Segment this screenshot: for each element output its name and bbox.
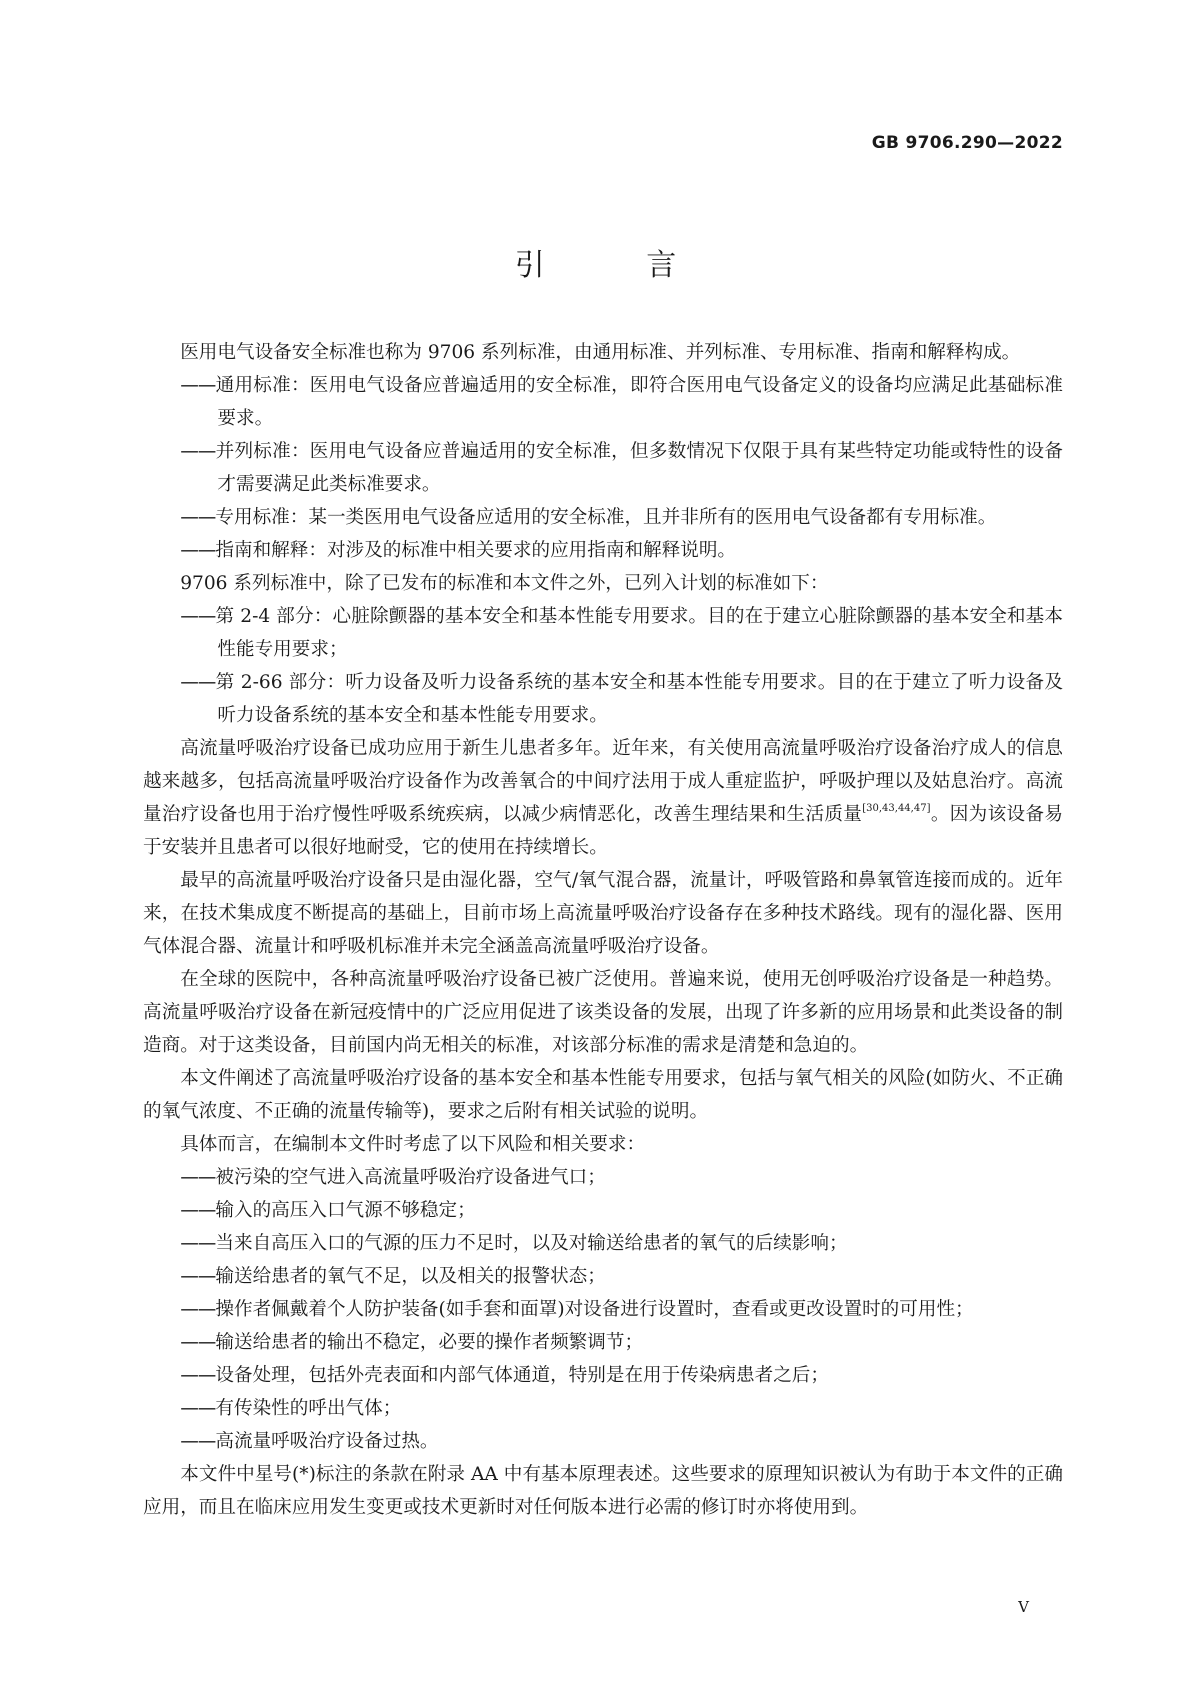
paragraph-text: 高流量呼吸治疗设备已成功应用于新生儿患者多年。近年来，有关使用高流量呼吸治疗设备治疗成人的信息越来越多，包括高流量呼吸治疗设备作为改善氧合的中间疗法用于成人重症监护，呼吸护理以及姑息治疗。高流量治疗设备也用于治疗慢性呼吸系统疾病，以减少病情恶化，改善生理结果和生活质量: [143, 738, 1063, 825]
dash-bullet: ——: [180, 606, 216, 627]
page-title: 引 言: [514, 248, 723, 283]
paragraph: 最早的高流量呼吸治疗设备只是由湿化器，空气/氧气混合器，流量计，呼吸管路和鼻氧管连接而成的。近年来，在技术集成度不断提高的基础上，目前市场上高流量呼吸治疗设备存在多种技术路线。现有的湿化器、医用气体混合器、流量计和呼吸机标准并未完全涵盖高流量呼吸治疗设备。: [143, 870, 1063, 957]
list-item-text: 专用标准：某一类医用电气设备应适用的安全标准，且并非所有的医用电气设备都有专用标准。: [215, 507, 997, 528]
list-item: [180, 501, 1063, 534]
paragraph: 9706 系列标准中，除了已发布的标准和本文件之外，已列入计划的标准如下：: [180, 573, 829, 594]
dash-bullet: ——: [180, 1233, 216, 1254]
list-item: [180, 1392, 1063, 1425]
dash-bullet: ——: [180, 1266, 216, 1287]
list-item: [180, 435, 1063, 501]
list-item-text: 第 2-4 部分：心脏除颤器的基本安全和基本性能专用要求。目的在于建立心脏除颤器的基本安全和基本性能专用要求；: [215, 606, 1063, 660]
list-item: [180, 369, 1063, 435]
list-item: [180, 1227, 1063, 1260]
list-item-text: 有传染性的呼出气体；: [215, 1398, 402, 1419]
paragraph: 医用电气设备安全标准也称为 9706 系列标准，由通用标准、并列标准、专用标准、指南和解释构成。: [180, 342, 1021, 363]
list-item-text: 输送给患者的输出不稳定，必要的操作者频繁调节；: [215, 1332, 644, 1353]
list-item: [180, 1161, 1063, 1194]
list-item-text: 指南和解释：对涉及的标准中相关要求的应用指南和解释说明。: [215, 540, 737, 561]
page-number: V: [1018, 1598, 1029, 1616]
list-item-text: 高流量呼吸治疗设备过热。: [215, 1431, 439, 1452]
list-item-text: 设备处理，包括外壳表面和内部气体通道，特别是在用于传染病患者之后；: [215, 1365, 829, 1386]
paragraph: 本文件阐述了高流量呼吸治疗设备的基本安全和基本性能专用要求，包括与氧气相关的风险(如防火、不正确的氧气浓度、不正确的流量传输等)，要求之后附有相关试验的说明。: [143, 1068, 1063, 1122]
list-item: [180, 1260, 1063, 1293]
dash-bullet: ——: [180, 441, 216, 462]
dash-bullet: ——: [180, 540, 216, 561]
list-item-text: 第 2-66 部分：听力设备及听力设备系统的基本安全和基本性能专用要求。目的在于建立了听力设备及听力设备系统的基本安全和基本性能专用要求。: [215, 672, 1063, 726]
dash-bullet: ——: [180, 672, 216, 693]
list-item: [180, 666, 1063, 732]
paragraph: 本文件中星号(*)标注的条款在附录 AA 中有基本原理表述。这些要求的原理知识被认为有助于本文件的正确应用，而且在临床应用发生变更或技术更新时对任何版本进行必需的修订时亦将使用到。: [143, 1464, 1063, 1518]
list-item-text: 输送给患者的氧气不足，以及相关的报警状态；: [215, 1266, 606, 1287]
dash-bullet: ——: [180, 1431, 216, 1452]
citation-reference: [30,43,44,47]: [862, 803, 931, 814]
dash-bullet: ——: [180, 1332, 216, 1353]
list-item: [180, 1293, 1063, 1326]
list-item-text: 操作者佩戴着个人防护装备(如手套和面罩)对设备进行设置时，查看或更改设置时的可用性；: [215, 1299, 974, 1320]
list-item: [180, 1359, 1063, 1392]
list-item: [180, 600, 1063, 666]
dash-bullet: ——: [180, 507, 216, 528]
paragraph-text: 。因为该设备易于安装并且患者可以很好地耐受，它的使用在持续增长。: [143, 804, 1063, 858]
list-item: [180, 1425, 1063, 1458]
list-item: [180, 534, 1063, 567]
document-body: [143, 336, 1063, 1524]
list-item-text: 通用标准：医用电气设备应普遍适用的安全标准，即符合医用电气设备定义的设备均应满足此基础标准要求。: [215, 375, 1063, 429]
dash-bullet: ——: [180, 1200, 216, 1221]
dash-bullet: ——: [180, 1365, 216, 1386]
list-item-text: 被污染的空气进入高流量呼吸治疗设备进气口；: [215, 1167, 606, 1188]
list-item-text: 输入的高压入口气源不够稳定；: [215, 1200, 476, 1221]
paragraph: 具体而言，在编制本文件时考虑了以下风险和相关要求：: [180, 1134, 646, 1155]
list-item-text: 当来自高压入口的气源的压力不足时，以及对输送给患者的氧气的后续影响；: [215, 1233, 848, 1254]
dash-bullet: ——: [180, 1398, 216, 1419]
paragraph: 在全球的医院中，各种高流量呼吸治疗设备已被广泛使用。普遍来说，使用无创呼吸治疗设备是一种趋势。高流量呼吸治疗设备在新冠疫情中的广泛应用促进了该类设备的发展，出现了许多新的应用场景和此类设备的制造商。对于这类设备，目前国内尚无相关的标准，对该部分标准的需求是清楚和急迫的。: [143, 969, 1063, 1056]
list-item-text: 并列标准：医用电气设备应普遍适用的安全标准，但多数情况下仅限于具有某些特定功能或特性的设备才需要满足此类标准要求。: [215, 441, 1063, 495]
standard-code: GB 9706.290—2022: [871, 133, 1063, 153]
dash-bullet: ——: [180, 1167, 216, 1188]
dash-bullet: ——: [180, 1299, 216, 1320]
paragraph: [143, 732, 1063, 864]
dash-bullet: ——: [180, 375, 216, 396]
list-item: [180, 1194, 1063, 1227]
list-item: [180, 1326, 1063, 1359]
